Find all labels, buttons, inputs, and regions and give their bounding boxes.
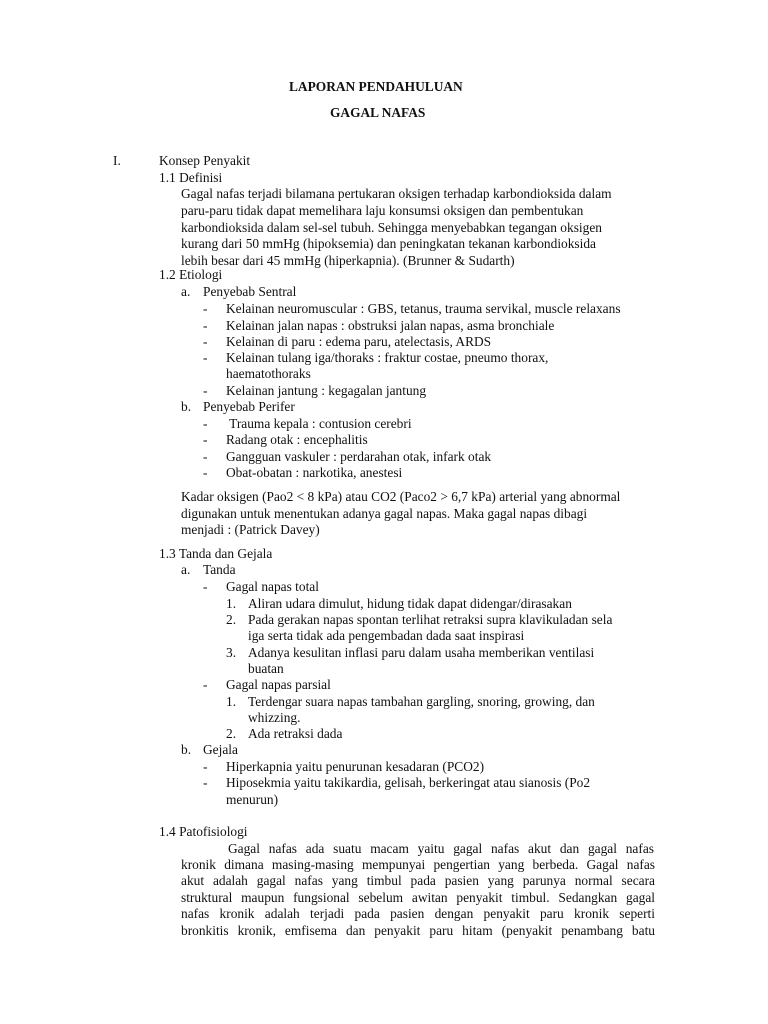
text-line: akut adalah gagal nafas yang timbul pada pasien yang parunya normal secara: [181, 873, 655, 888]
dash-bullet: -: [203, 432, 208, 447]
list-marker: a.: [181, 284, 191, 299]
numbered-marker: 2.: [226, 726, 237, 741]
numbered-item: Aliran udara dimulut, hidung tidak dapat didengar/dirasakan: [248, 596, 572, 611]
list-item: Kelainan neuromuscular : GBS, tetanus, trauma servikal, muscle relaxans: [226, 301, 621, 316]
list-item: Obat-obatan : narkotika, anestesi: [226, 465, 403, 480]
list-marker: a.: [181, 562, 191, 577]
dash-bullet: -: [203, 449, 208, 464]
list-item-continuation: haematothoraks: [226, 366, 311, 381]
text-line: karbondioksida dalam sel-sel tubuh. Sehingga menyebabkan tegangan oksigen: [181, 220, 602, 235]
list-marker: b.: [181, 742, 192, 757]
dash-bullet: -: [203, 677, 208, 692]
text-line: nafas kronik adalah terjadi pada pasien dengan penyakit paru kronik seperti: [181, 906, 655, 921]
list-label: Gagal napas total: [226, 579, 319, 594]
document-subtitle: GAGAL NAFAS: [330, 105, 426, 120]
list-item: Trauma kepala : contusion cerebri: [226, 416, 412, 431]
subsection-heading-definisi: 1.1 Definisi: [159, 170, 223, 185]
list-label: Penyebab Sentral: [203, 284, 297, 299]
text-line: kronik dimana masing-masing mempunyai pengertian yang berbeda. Gagal nafas: [181, 857, 655, 872]
list-item: Radang otak : encephalitis: [226, 432, 368, 447]
dash-bullet: -: [203, 334, 208, 349]
list-item: Kelainan tulang iga/thoraks : fraktur costae, pneumo thorax,: [226, 350, 549, 365]
list-label: Gejala: [203, 742, 238, 757]
numbered-marker: 1.: [226, 596, 237, 611]
text-line: lebih besar dari 45 mmHg (hiperkapnia). (Brunner & Sudarth): [181, 253, 515, 268]
numbered-marker: 2.: [226, 612, 237, 627]
list-item: Hiposekmia yaitu takikardia, gelisah, berkeringat atau sianosis (Po2: [226, 775, 591, 790]
dash-bullet: -: [203, 579, 208, 594]
text-line: struktural maupun fungsional sebelum awitan penyakit timbul. Sedangkan gagal: [181, 890, 655, 905]
list-label: Penyebab Perifer: [203, 399, 295, 414]
dash-bullet: -: [203, 775, 208, 790]
text-line: digunakan untuk menentukan adanya gagal napas. Maka gagal napas dibagi: [181, 506, 588, 521]
text-line: Gagal nafas ada suatu macam yaitu gagal nafas akut dan gagal nafas: [228, 841, 654, 856]
dash-bullet: -: [203, 465, 208, 480]
list-item: Gangguan vaskuler : perdarahan otak, infark otak: [226, 449, 492, 464]
numbered-item: Terdengar suara napas tambahan gargling, snoring, growing, dan: [248, 694, 595, 709]
text-line: kurang dari 50 mmHg (hipoksemia) dan peningkatan tekanan karbondioksida: [181, 236, 596, 251]
numbered-marker: 3.: [226, 645, 237, 660]
subsection-heading-patofisiologi: 1.4 Patofisiologi: [159, 824, 248, 839]
subsection-heading-tanda: 1.3 Tanda dan Gejala: [159, 546, 273, 561]
subsection-heading-etiologi: 1.2 Etiologi: [159, 267, 223, 282]
document-title: LAPORAN PENDAHULUAN: [289, 79, 463, 94]
numbered-item-continuation: whizzing.: [248, 710, 301, 725]
numbered-item-continuation: buatan: [248, 661, 284, 676]
numbered-item-continuation: iga serta tidak ada pengembadan dada saat inspirasi: [248, 628, 525, 643]
dash-bullet: -: [203, 759, 208, 774]
dash-bullet: -: [203, 350, 208, 365]
numbered-marker: 1.: [226, 694, 237, 709]
numbered-item: Ada retraksi dada: [248, 726, 343, 741]
section-title: Konsep Penyakit: [159, 153, 251, 168]
list-label: Gagal napas parsial: [226, 677, 331, 692]
list-item: Hiperkapnia yaitu penurunan kesadaran (PCO2): [226, 759, 485, 774]
numbered-item: Pada gerakan napas spontan terlihat retraksi supra klavikuladan sela: [248, 612, 613, 627]
numbered-item: Adanya kesulitan inflasi paru dalam usaha memberikan ventilasi: [248, 645, 595, 660]
text-line: paru-paru tidak dapat memelihara laju konsumsi oksigen dan pembentukan: [181, 203, 584, 218]
dash-bullet: -: [203, 318, 208, 333]
dash-bullet: -: [203, 301, 208, 316]
list-label: Tanda: [203, 562, 236, 577]
text-line: bronkitis kronik, emfisema dan penyakit paru hitam (penyakit penambang batu: [181, 923, 655, 938]
dash-bullet: -: [203, 416, 208, 431]
text-line: menjadi : (Patrick Davey): [181, 522, 320, 537]
list-item: Kelainan di paru : edema paru, atelectasis, ARDS: [226, 334, 492, 349]
text-line: Kadar oksigen (Pao2 < 8 kPa) atau CO2 (Paco2 > 6,7 kPa) arterial yang abnormal: [181, 489, 621, 504]
dash-bullet: -: [203, 383, 208, 398]
list-marker: b.: [181, 399, 192, 414]
section-number: I.: [113, 153, 121, 168]
list-item: Kelainan jalan napas : obstruksi jalan napas, asma bronchiale: [226, 318, 555, 333]
list-item: Kelainan jantung : kegagalan jantung: [226, 383, 427, 398]
list-item-continuation: menurun): [226, 792, 279, 807]
text-line: Gagal nafas terjadi bilamana pertukaran oksigen terhadap karbondioksida dalam: [181, 186, 612, 201]
